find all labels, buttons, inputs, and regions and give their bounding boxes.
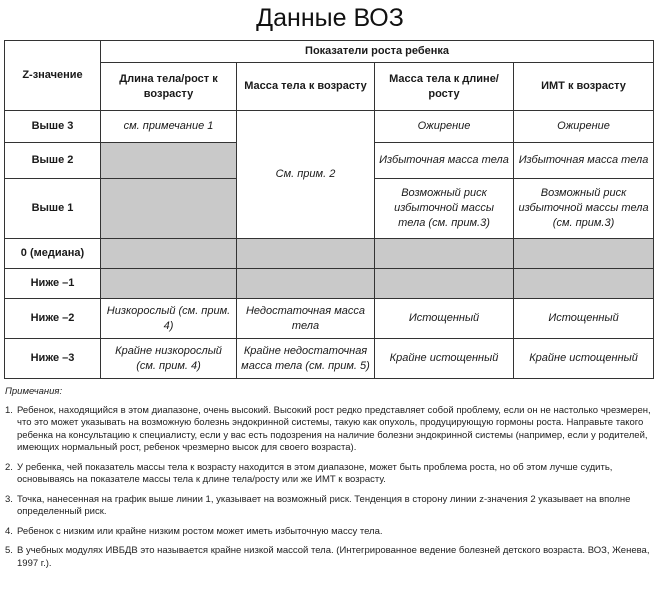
cell-weight-age-below-2: Недостаточная масса тела [237,299,375,339]
row-label-above-3: Выше 3 [5,111,101,143]
note-text: В учебных модулях ИВБДВ это называется крайне низкой массой тела. (Интегрированное ведение болезней детского возраста. ВОЗ, Женева, 1997 г.). [17,545,650,569]
cell-bmi-median [514,239,654,269]
cell-weight-length-median [375,239,514,269]
note-item [5,545,655,570]
note-item [5,526,655,539]
note-text: Ребенок, находящийся в этом диапазоне, очень высокий. Высокий рост редко представляет собой проблему, если он не настолько чрезмерен, что это может указывать на возможную болезнь эндокринной системы, такую как опухоль, продуцирующую гормоны роста. Направьте такого ребенка на консультацию к специалисту, если у вас есть подозрения на наличие болезни эндокринной системы (например, если у родителей, имеющих нормальный рост, ребенок чрезмерно высок для своего возраста). [17,404,651,453]
notes-heading: Примечания: [5,386,63,397]
row-label-median: 0 (медиана) [5,239,101,269]
cell-bmi-below-1 [514,269,654,299]
cell-weight-length-below-3: Крайне истощенный [375,339,514,379]
note-number: 3. [5,493,13,505]
cell-length-below-1 [101,269,237,299]
cell-weight-age-below-1 [237,269,375,299]
note-text: У ребенка, чей показатель массы тела к возрасту находится в этом диапазоне, может быть проблема роста, но об этом лучше судить, основываясь на показателе массы тела к длине тела/росту или же ИМТ к возрасту. [17,461,613,485]
row-label-below-3: Ниже –3 [5,339,101,379]
row-label-above-2: Выше 2 [5,143,101,179]
cell-length-above-3: см. примечание 1 [101,111,237,143]
cell-weight-length-below-1 [375,269,514,299]
notes-section [5,386,655,577]
growth-indicators-header: Показатели роста ребенка [101,41,654,63]
cell-weight-age-merged: См. прим. 2 [237,111,375,239]
note-number: 4. [5,525,13,537]
note-number: 5. [5,545,13,556]
cell-length-above-2 [101,143,237,179]
col-header-weight-for-length: Масса тела к длине/росту [375,63,514,111]
col-header-length-for-age: Длина тела/рост к возрасту [101,63,237,111]
page-title: Данные ВОЗ [256,4,404,32]
cell-bmi-above-2: Избыточная масса тела [514,143,654,179]
z-score-header: Z-значение [5,41,101,111]
cell-weight-length-above-2: Избыточная масса тела [375,143,514,179]
cell-length-below-3: Крайне низкорослый (см. прим. 4) [101,339,237,379]
row-label-above-1: Выше 1 [5,179,101,239]
cell-bmi-below-3: Крайне истощенный [514,339,654,379]
note-item [5,405,655,455]
cell-weight-age-below-3: Крайне недостаточная масса тела (см. прим. 5) [237,339,375,379]
note-text: Ребенок с низким или крайне низким ростом может иметь избыточную массу тела. [17,525,383,537]
col-header-bmi-for-age: ИМТ к возрасту [514,63,654,111]
row-label-below-1: Ниже –1 [5,269,101,299]
cell-bmi-above-3: Ожирение [514,111,654,143]
cell-weight-length-above-1: Возможный риск избыточной массы тела (см. прим.3) [375,179,514,239]
note-item [5,462,655,487]
cell-length-below-2: Низкорослый (см. прим. 4) [101,299,237,339]
cell-weight-length-above-3: Ожирение [375,111,514,143]
note-number: 1. [5,404,13,416]
cell-bmi-below-2: Истощенный [514,299,654,339]
cell-bmi-above-1: Возможный риск избыточной массы тела (см. прим.3) [514,179,654,239]
cell-length-above-1 [101,179,237,239]
col-header-weight-for-age: Масса тела к возрасту [237,63,375,111]
cell-weight-length-below-2: Истощенный [375,299,514,339]
note-number: 2. [5,461,13,473]
row-label-below-2: Ниже –2 [5,299,101,339]
note-text: Точка, нанесенная на график выше линии 1, указывает на возможный риск. Тенденция в сторону линии z-значения 2 указывает на вполне определенный риск. [17,493,631,517]
growth-indicators-table [4,40,654,379]
note-item [5,494,655,519]
cell-weight-age-median [237,239,375,269]
cell-length-median [101,239,237,269]
